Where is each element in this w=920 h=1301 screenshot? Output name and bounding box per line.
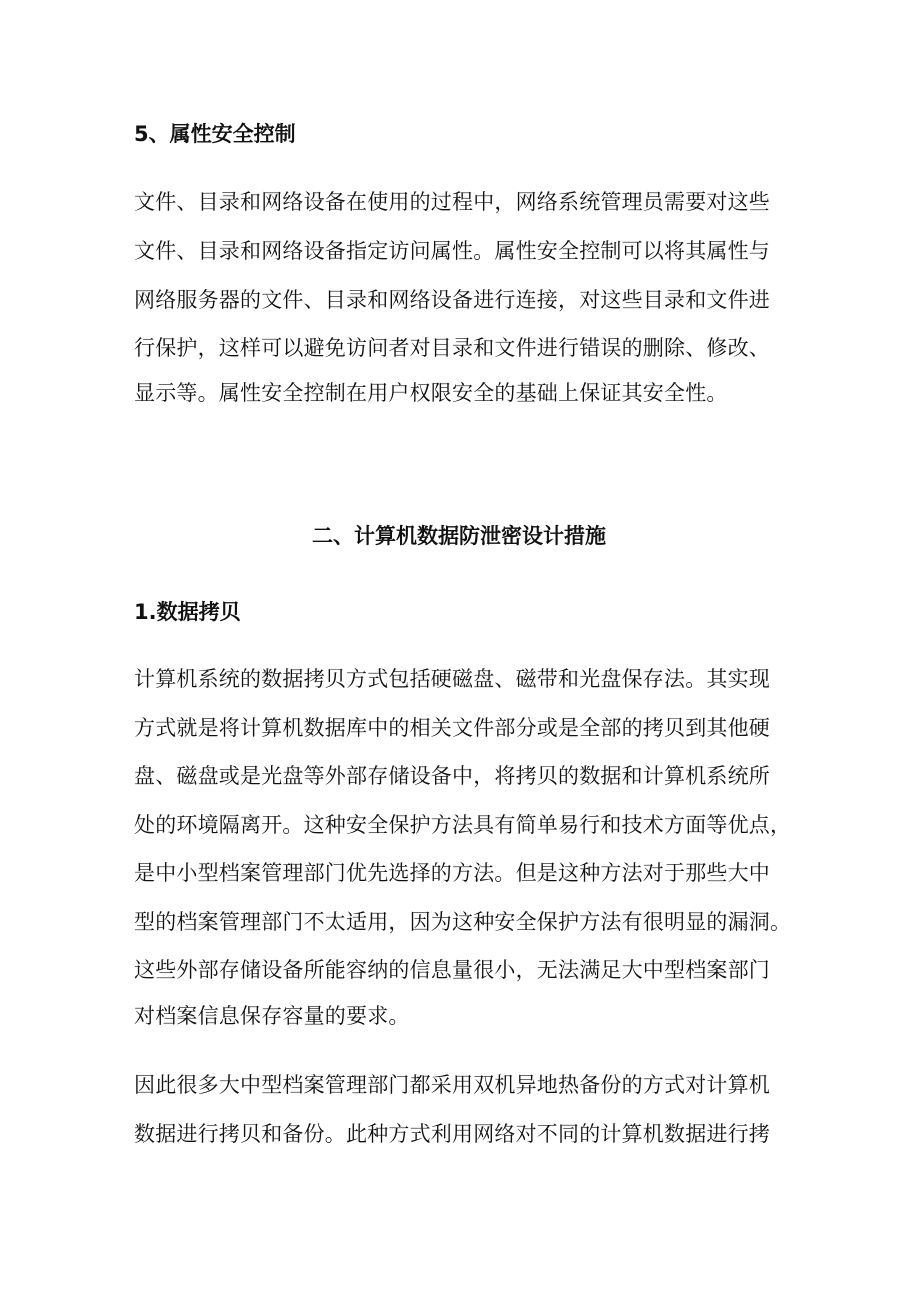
paragraph-line: 方式就是将计算机数据库中的相关文件部分或是全部的拷贝到其他硬 [134,716,770,740]
paragraph-line: 这些外部存储设备所能容纳的信息量很小，无法满足大中型档案部门 [134,958,770,982]
paragraph-line: 行保护，这样可以避免访问者对目录和文件进行错误的删除、修改、 [134,336,770,360]
paragraph-line: 盘、磁盘或是光盘等外部存储设备中，将拷贝的数据和计算机系统所 [134,764,770,788]
paragraph-line: 计算机系统的数据拷贝方式包括硬磁盘、磁带和光盘保存法。其实现 [134,667,770,691]
paragraph-line: 数据进行拷贝和备份。此种方式利用网络对不同的计算机数据进行拷 [134,1122,770,1146]
paragraph-line: 型的档案管理部门不太适用，因为这种安全保护方法有很明显的漏洞。 [134,910,792,934]
paragraph-line: 网络服务器的文件、目录和网络设备进行连接，对这些目录和文件进 [134,288,770,312]
paragraph-line: 因此很多大中型档案管理部门都采用双机异地热备份的方式对计算机 [134,1073,770,1097]
paragraph-line: 显示等。属性安全控制在用户权限安全的基础上保证其安全性。 [134,381,728,405]
paragraph-line: 文件、目录和网络设备指定访问属性。属性安全控制可以将其属性与 [134,239,770,263]
paragraph-line: 文件、目录和网络设备在使用的过程中，网络系统管理员需要对这些 [134,190,770,214]
section-heading-data-copy: 1.数据拷贝 [134,600,241,624]
section-heading-attribute-security: 5、属性安全控制 [134,122,296,146]
paragraph-line: 处的环境隔离开。这种安全保护方法具有简单易行和技术方面等优点， [134,813,792,837]
chapter-heading-data-leak-prevention: 二、计算机数据防泄密设计措施 [312,524,606,548]
paragraph-line: 是中小型档案管理部门优先选择的方法。但是这种方法对于那些大中 [134,861,770,885]
paragraph-line: 对档案信息保存容量的要求。 [134,1004,410,1028]
